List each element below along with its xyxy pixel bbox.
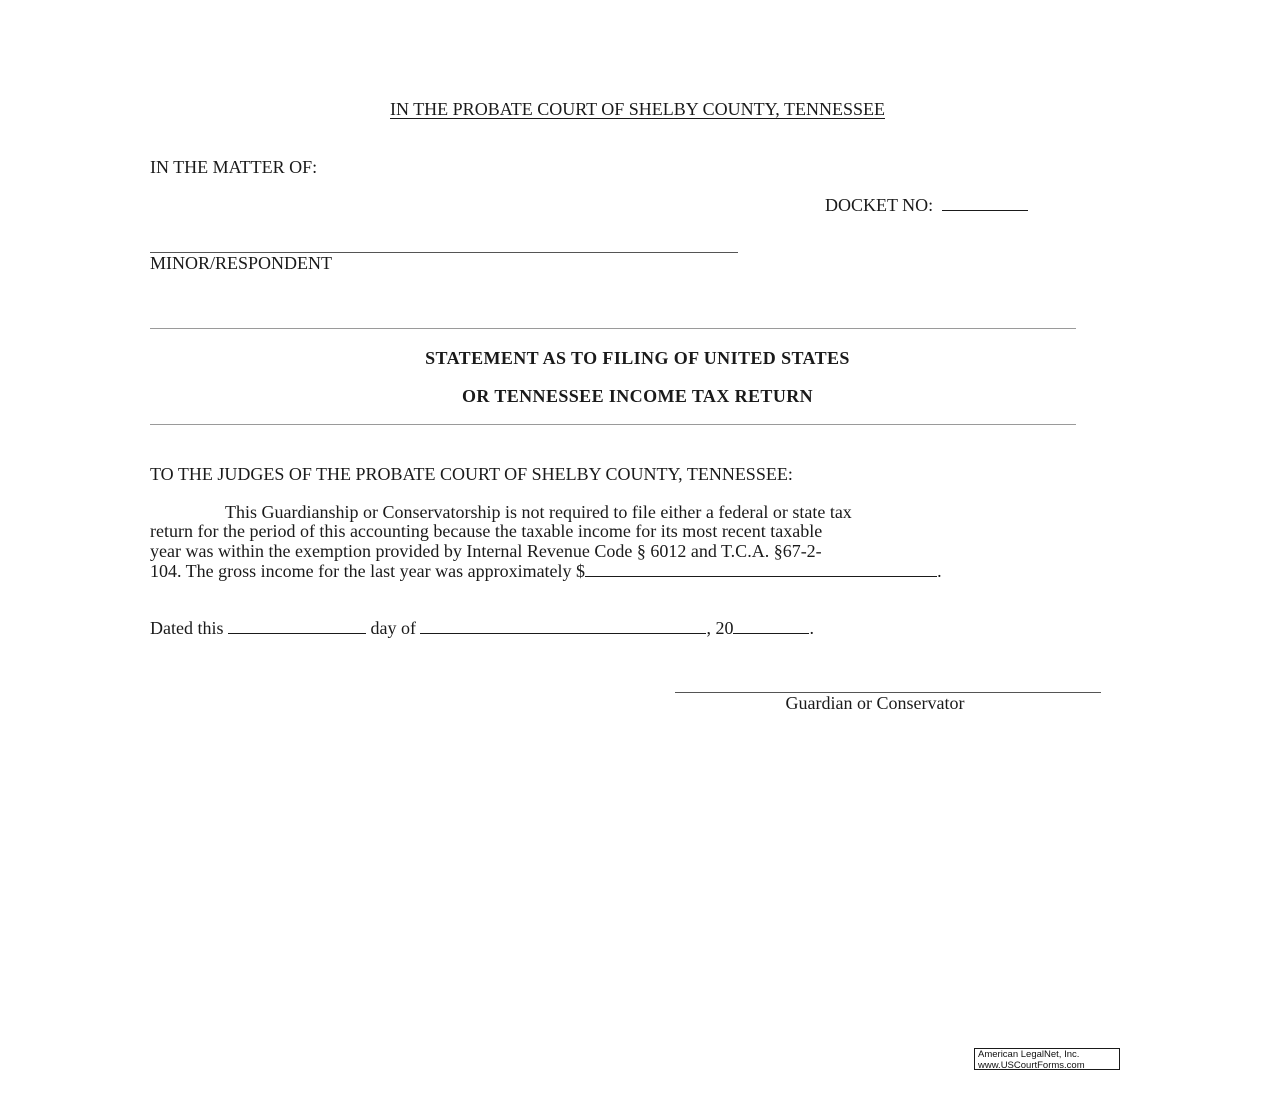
body-line-4 bbox=[150, 561, 1120, 581]
signature-label: Guardian or Conservator bbox=[785, 693, 965, 713]
dated-prefix: Dated this bbox=[150, 618, 224, 638]
year-prefix: , 20 bbox=[706, 618, 734, 638]
respondent-label: MINOR/RESPONDENT bbox=[150, 253, 333, 273]
statement-heading-line1: STATEMENT AS TO FILING OF UNITED STATES bbox=[425, 348, 850, 368]
docket-number bbox=[825, 195, 1028, 215]
statement-heading-line2: OR TENNESSEE INCOME TAX RETURN bbox=[461, 386, 814, 406]
body-line-3: year was within the exemption provided by Internal Revenue Code § 6012 and T.C.A. §67-2- bbox=[150, 540, 822, 561]
footer-website: www.USCourtForms.com bbox=[978, 1059, 1085, 1071]
body-line-4-end: . bbox=[937, 560, 942, 581]
body-line-2: return for the period of this accounting because the taxable income for its most recent taxable bbox=[150, 521, 823, 542]
year-field[interactable] bbox=[733, 618, 809, 634]
month-field[interactable] bbox=[420, 618, 706, 634]
address-line: TO THE JUDGES OF THE PROBATE COURT OF SHELBY COUNTY, TENNESSEE: bbox=[150, 464, 793, 484]
separator-bottom bbox=[150, 424, 1076, 425]
day-field[interactable] bbox=[228, 618, 366, 634]
body-line-4-text: 104. The gross income for the last year was approximately $ bbox=[150, 560, 586, 581]
gross-income-field[interactable] bbox=[585, 561, 937, 577]
docket-number-field[interactable] bbox=[942, 195, 1028, 211]
statement-body bbox=[150, 503, 1120, 581]
footer-company: American LegalNet, Inc. bbox=[978, 1049, 1080, 1060]
footer-stamp bbox=[974, 1048, 1120, 1070]
court-title: IN THE PROBATE COURT OF SHELBY COUNTY, TENNESSEE bbox=[390, 99, 885, 119]
separator-top bbox=[150, 328, 1076, 329]
dated-end: . bbox=[809, 618, 814, 638]
day-of-label: day of bbox=[370, 618, 416, 638]
dated-line bbox=[150, 618, 814, 638]
matter-label: IN THE MATTER OF: bbox=[150, 157, 318, 177]
docket-label: DOCKET NO: bbox=[825, 195, 934, 215]
body-line-1: This Guardianship or Conservatorship is not required to file either a federal or state tax bbox=[225, 502, 852, 522]
